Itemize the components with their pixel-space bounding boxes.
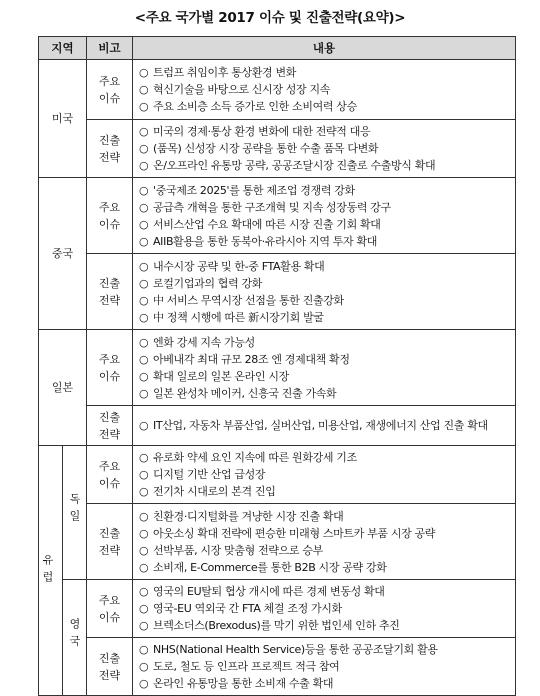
bullet-icon: ○ xyxy=(139,602,149,615)
region-europe: 유럽 xyxy=(39,446,63,696)
list-item xyxy=(139,182,511,199)
list-item xyxy=(139,275,511,292)
bullet-icon: ○ xyxy=(139,419,149,432)
list-item-text: 아베내각 최대 규모 28조 엔 경제대책 확정 xyxy=(153,352,350,366)
category-issues: 주요 이슈 xyxy=(87,178,133,254)
bullet-icon: ○ xyxy=(139,468,149,481)
list-item xyxy=(139,216,511,233)
list-item xyxy=(139,157,511,174)
table-row xyxy=(39,504,516,580)
list-item-text: 브렉소더스(Brexodus)를 막기 위한 법인세 인하 추진 xyxy=(153,619,400,632)
list-item-text: 도로, 철도 등 인프라 프로젝트 적극 참여 xyxy=(153,660,340,673)
content-cell xyxy=(133,178,516,254)
list-item-text: 영국의 EU탈퇴 협상 개시에 따른 경제 변동성 확대 xyxy=(153,585,385,598)
table-row xyxy=(39,580,516,638)
category-issues: 주요 이슈 xyxy=(87,446,133,504)
list-item xyxy=(139,334,511,351)
list-item-text: 주요 소비층 소득 증가로 인한 소비여력 상승 xyxy=(153,100,357,113)
category-issues: 주요 이슈 xyxy=(87,60,133,120)
list-item-text: 유로화 약세 요인 지속에 따른 원화강세 기조 xyxy=(153,451,357,464)
category-issues: 주요 이슈 xyxy=(87,580,133,638)
list-item-text: 혁신기술을 바탕으로 신시장 성장 지속 xyxy=(153,83,331,96)
list-item-text: 일본 완성차 메이커, 신흥국 진출 가속화 xyxy=(153,386,337,400)
region-uk: 영국 xyxy=(63,580,87,696)
bullet-icon: ○ xyxy=(139,125,149,138)
bullet-icon: ○ xyxy=(139,217,149,231)
list-item-text: 온라인 유통망을 통한 소비재 수출 확대 xyxy=(153,677,334,690)
category-strategy: 진출 전략 xyxy=(87,406,133,446)
bullet-icon: ○ xyxy=(139,543,149,557)
list-item-text: AIIB활용을 통한 동북아·유라시아 지역 투자 확대 xyxy=(153,234,378,248)
page-title: <주요 국가별 2017 이슈 및 진출전략(요약)> xyxy=(134,10,406,26)
list-item-text: 친환경·디지털화를 겨냥한 시장 진출 확대 xyxy=(153,509,344,523)
bullet-icon: ○ xyxy=(139,643,149,656)
list-item-text: '중국제조 2025'를 통한 제조업 경쟁력 강화 xyxy=(153,183,355,197)
list-item xyxy=(139,542,511,559)
list-item-text: 영국-EU 역외국 간 FTA 체결 조정 가시화 xyxy=(153,602,342,615)
bullet-icon: ○ xyxy=(139,619,149,632)
list-item-text: 미국의 경제·통상 환경 변화에 대한 전략적 대응 xyxy=(153,125,371,138)
list-item xyxy=(139,140,511,157)
list-item-text: 디지털 기반 산업 급성장 xyxy=(153,468,266,481)
list-item-text: 소비재, E-Commerce를 통한 B2B 시장 공략 강화 xyxy=(153,560,387,574)
list-item xyxy=(139,258,511,275)
list-item xyxy=(139,292,511,309)
list-item xyxy=(139,559,511,576)
list-item xyxy=(139,508,511,525)
content-cell xyxy=(133,638,516,696)
table-row xyxy=(39,446,516,504)
category-strategy: 진출 전략 xyxy=(87,120,133,178)
table-row xyxy=(39,254,516,330)
bullet-icon: ○ xyxy=(139,660,149,673)
bullet-icon: ○ xyxy=(139,585,149,598)
bullet-icon: ○ xyxy=(139,183,149,197)
list-item-text: 확대 일로의 일본 온라인 시장 xyxy=(153,369,289,383)
region-germany: 독일 xyxy=(63,446,87,580)
list-item xyxy=(139,123,511,140)
category-issues: 주요 이슈 xyxy=(87,330,133,406)
content-cell xyxy=(133,330,516,406)
list-item-text: 中 정책 시행에 따른 新시장기회 발굴 xyxy=(153,310,324,324)
content-cell xyxy=(133,406,516,446)
list-item-text: 공급측 개혁을 통한 구조개혁 및 지속 성장동력 강구 xyxy=(153,200,391,214)
list-item xyxy=(139,351,511,368)
strategy-table xyxy=(38,36,516,690)
list-item-text: 선박부품, 시장 맞춤형 전략으로 승부 xyxy=(153,543,323,557)
category-strategy: 진출 전략 xyxy=(87,638,133,696)
list-item-text: 서비스산업 수요 확대에 따른 시장 진출 기회 확대 xyxy=(153,217,381,231)
list-item xyxy=(139,466,511,483)
list-item xyxy=(139,675,511,692)
list-item xyxy=(139,98,511,115)
list-item xyxy=(139,81,511,98)
bullet-icon: ○ xyxy=(139,276,149,290)
list-item-text: IT산업, 자동차 부품산업, 실버산업, 미용산업, 재생에너지 산업 진출 확대 xyxy=(153,419,488,432)
bullet-icon: ○ xyxy=(139,142,149,155)
content-cell xyxy=(133,120,516,178)
list-item-text: 아웃소싱 확대 전략에 편승한 미래형 스마트카 부품 시장 공략 xyxy=(153,526,436,540)
list-item xyxy=(139,449,511,466)
list-item xyxy=(139,417,511,434)
bullet-icon: ○ xyxy=(139,526,149,540)
list-item xyxy=(139,583,511,600)
table-header-row xyxy=(39,37,516,60)
list-item-text: (품목) 신성장 시장 공략을 통한 수출 품목 다변화 xyxy=(153,142,379,155)
bullet-icon: ○ xyxy=(139,293,149,307)
table-row xyxy=(39,120,516,178)
region-us: 미국 xyxy=(39,60,87,178)
list-item xyxy=(139,199,511,216)
content-cell xyxy=(133,580,516,638)
region-china: 중국 xyxy=(39,178,87,330)
category-strategy: 진출 전략 xyxy=(87,504,133,580)
bullet-icon: ○ xyxy=(139,369,149,383)
list-item xyxy=(139,525,511,542)
table-row xyxy=(39,406,516,446)
content-cell xyxy=(133,446,516,504)
list-item-text: 내수시장 공략 및 한-중 FTA활용 확대 xyxy=(153,259,325,273)
bullet-icon: ○ xyxy=(139,509,149,523)
bullet-icon: ○ xyxy=(139,677,149,690)
list-item xyxy=(139,483,511,500)
bullet-icon: ○ xyxy=(139,66,149,79)
bullet-icon: ○ xyxy=(139,352,149,366)
list-item xyxy=(139,64,511,81)
list-item xyxy=(139,658,511,675)
bullet-icon: ○ xyxy=(139,259,149,273)
bullet-icon: ○ xyxy=(139,485,149,498)
list-item xyxy=(139,641,511,658)
list-item-text: 中 서비스 무역시장 선점을 통한 진출강화 xyxy=(153,293,344,307)
bullet-icon: ○ xyxy=(139,83,149,96)
bullet-icon: ○ xyxy=(139,200,149,214)
content-cell xyxy=(133,504,516,580)
list-item xyxy=(139,617,511,634)
bullet-icon: ○ xyxy=(139,335,149,349)
table-row xyxy=(39,638,516,696)
bullet-icon: ○ xyxy=(139,386,149,400)
bullet-icon: ○ xyxy=(139,159,149,172)
list-item xyxy=(139,309,511,326)
bullet-icon: ○ xyxy=(139,100,149,113)
list-item-text: 엔화 강세 지속 가능성 xyxy=(153,335,255,349)
region-japan: 일본 xyxy=(39,330,87,446)
list-item xyxy=(139,233,511,250)
header-region: 지역 xyxy=(39,37,87,60)
bullet-icon: ○ xyxy=(139,310,149,324)
bullet-icon: ○ xyxy=(139,560,149,574)
content-cell xyxy=(133,60,516,120)
list-item-text: 트럼프 취임이후 통상환경 변화 xyxy=(153,66,297,79)
table-row xyxy=(39,178,516,254)
table-row xyxy=(39,330,516,406)
table-row xyxy=(39,60,516,120)
header-category: 비고 xyxy=(87,37,133,60)
content-cell xyxy=(133,254,516,330)
bullet-icon: ○ xyxy=(139,234,149,248)
list-item xyxy=(139,600,511,617)
bullet-icon: ○ xyxy=(139,451,149,464)
header-content: 내용 xyxy=(133,37,516,60)
list-item xyxy=(139,385,511,402)
category-strategy: 진출 전략 xyxy=(87,254,133,330)
list-item-text: NHS(National Health Service)등을 통한 공공조달기회 활용 xyxy=(153,643,438,656)
list-item xyxy=(139,368,511,385)
list-item-text: 로컬기업과의 협력 강화 xyxy=(153,276,263,290)
list-item-text: 온/오프라인 유통망 공략, 공공조달시장 진출로 수출방식 확대 xyxy=(153,159,436,172)
list-item-text: 전기차 시대로의 본격 진입 xyxy=(153,485,276,498)
